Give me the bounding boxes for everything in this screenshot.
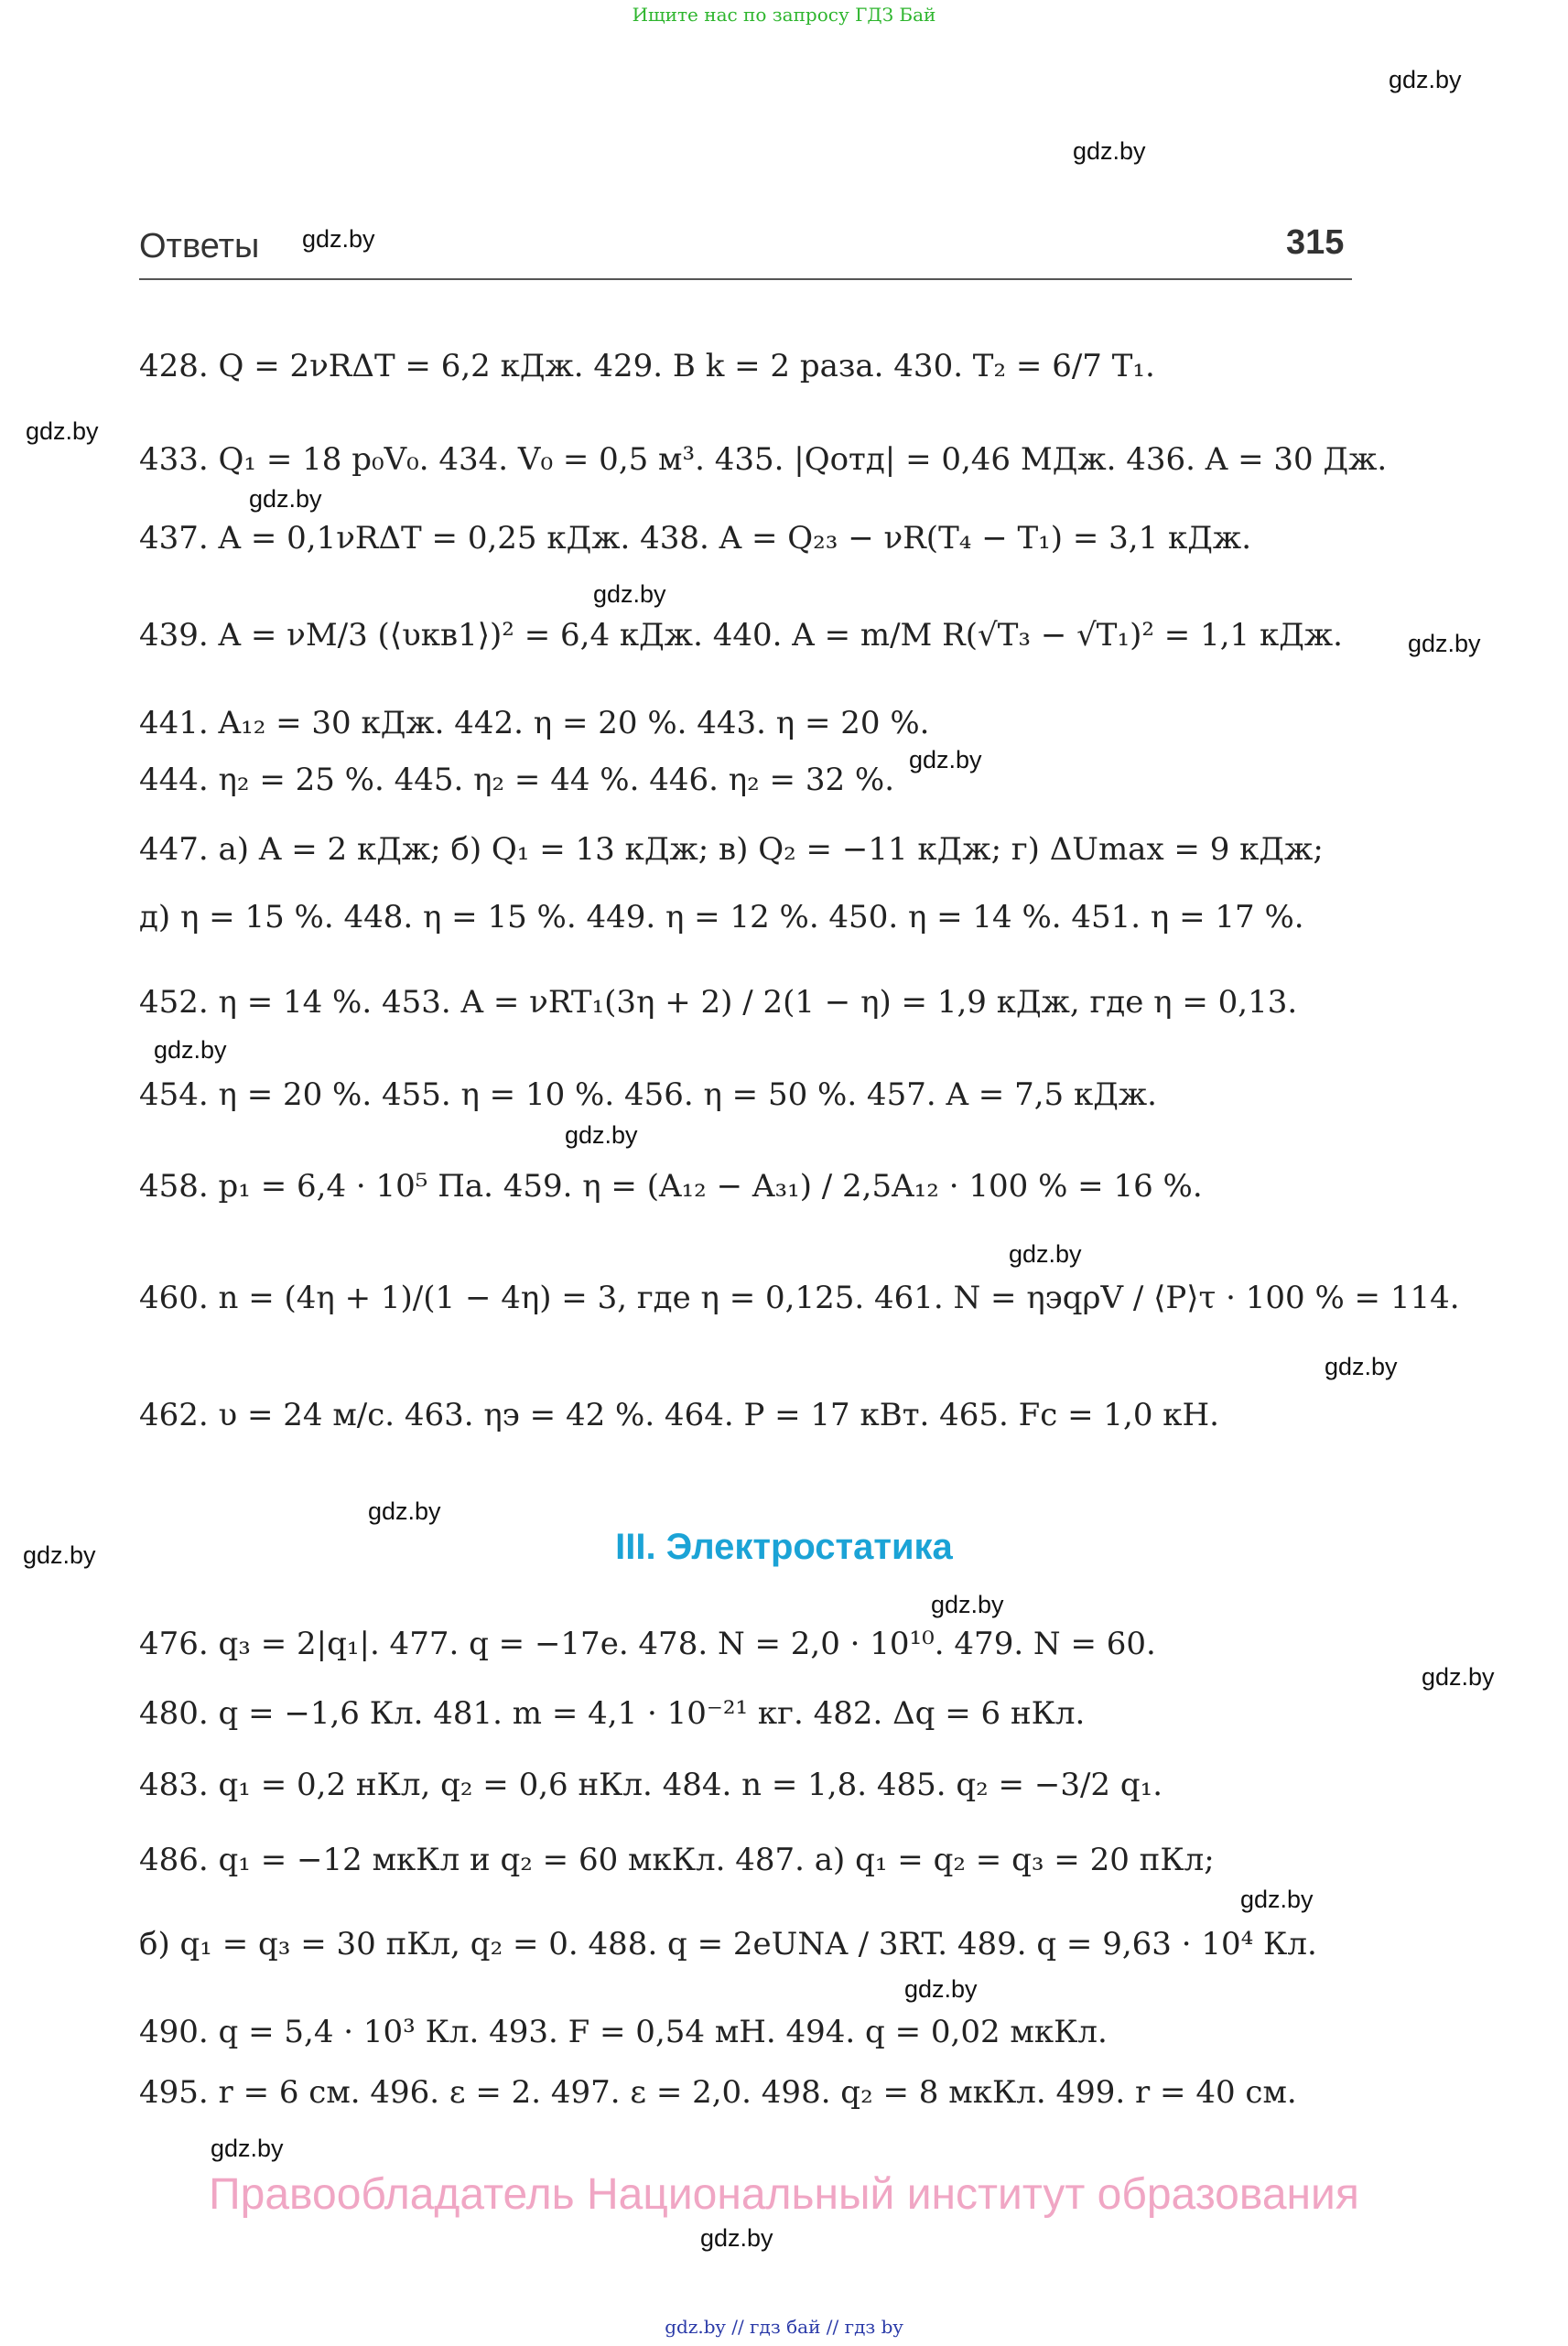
page-number: 315 <box>1286 223 1345 262</box>
answer-line: 483. q₁ = 0,2 нКл, q₂ = 0,6 нКл. 484. n = 1,8. 485. q₂ = −3/2 q₁. <box>139 1767 1163 1803</box>
answer-line: 458. p₁ = 6,4 · 10⁵ Па. 459. η = (A₁₂ − A₃₁) / 2,5A₁₂ · 100 % = 16 %. <box>139 1168 1203 1205</box>
answer-line: 444. η₂ = 25 %. 445. η₂ = 44 %. 446. η₂ = 32 %. <box>139 762 895 798</box>
watermark: gdz.by <box>931 1591 1004 1618</box>
rights-holder: Правообладатель Национальный институт образования <box>209 2170 1359 2219</box>
header-title: Ответы <box>139 227 260 265</box>
watermark: gdz.by <box>302 225 375 253</box>
watermark: gdz.by <box>1408 630 1481 657</box>
watermark: gdz.by <box>1325 1353 1398 1380</box>
watermark: gdz.by <box>593 580 666 608</box>
watermark: gdz.by <box>23 1541 96 1569</box>
answer-line: 437. A = 0,1νRΔT = 0,25 кДж. 438. A = Q₂₃ − νR(T₄ − T₁) = 3,1 кДж. <box>139 520 1252 557</box>
answer-line: д) η = 15 %. 448. η = 15 %. 449. η = 12 %. 450. η = 14 %. 451. η = 17 %. <box>139 899 1304 935</box>
answer-line: 490. q = 5,4 · 10³ Кл. 493. F = 0,54 мН. 494. q = 0,02 мкКл. <box>139 2014 1108 2050</box>
answer-line: 480. q = −1,6 Кл. 481. m = 4,1 · 10⁻²¹ кг. 482. Δq = 6 нКл. <box>139 1695 1086 1732</box>
watermark: gdz.by <box>1009 1240 1082 1268</box>
watermark: gdz.by <box>1422 1663 1495 1691</box>
answer-line: 452. η = 14 %. 453. A = νRT₁(3η + 2) / 2(1 − η) = 1,9 кДж, где η = 0,13. <box>139 984 1298 1021</box>
watermark: gdz.by <box>700 2224 773 2252</box>
watermark: gdz.by <box>1240 1886 1314 1913</box>
top-banner: Ищите нас по запросу ГДЗ Бай <box>632 4 936 26</box>
answer-line: 476. q₃ = 2|q₁|. 477. q = −17e. 478. N = 2,0 · 10¹⁰. 479. N = 60. <box>139 1626 1156 1662</box>
watermark: gdz.by <box>249 485 322 513</box>
section-title: III. Электростатика <box>615 1527 953 1567</box>
watermark: gdz.by <box>368 1497 441 1525</box>
footer-links[interactable]: gdz.by // гдз бай // гдз by <box>665 2316 903 2338</box>
watermark: gdz.by <box>909 746 982 773</box>
watermark: gdz.by <box>211 2135 284 2162</box>
answer-line: 428. Q = 2νRΔT = 6,2 кДж. 429. В k = 2 раза. 430. T₂ = 6/7 T₁. <box>139 348 1155 384</box>
watermark: gdz.by <box>1073 137 1146 165</box>
answer-line: 441. A₁₂ = 30 кДж. 442. η = 20 %. 443. η = 20 %. <box>139 705 930 741</box>
watermark: gdz.by <box>565 1121 638 1149</box>
answer-line: 439. A = νM/3 (⟨υкв1⟩)² = 6,4 кДж. 440. A = m/M R(√T₃ − √T₁)² = 1,1 кДж. <box>139 617 1343 654</box>
answer-line: 495. r = 6 см. 496. ε = 2. 497. ε = 2,0. 498. q₂ = 8 мкКл. 499. r = 40 см. <box>139 2074 1297 2111</box>
answer-line: 486. q₁ = −12 мкКл и q₂ = 60 мкКл. 487. а) q₁ = q₂ = q₃ = 20 пКл; <box>139 1842 1215 1878</box>
answer-line: 460. n = (4η + 1)/(1 − 4η) = 3, где η = 0,125. 461. N = ηэqρV / ⟨P⟩τ · 100 % = 114. <box>139 1280 1460 1316</box>
answer-line: 447. а) A = 2 кДж; б) Q₁ = 13 кДж; в) Q₂ = −11 кДж; г) ΔUmax = 9 кДж; <box>139 831 1324 868</box>
header-rule <box>139 278 1352 280</box>
watermark: gdz.by <box>26 417 99 445</box>
answer-line: б) q₁ = q₃ = 30 пКл, q₂ = 0. 488. q = 2eUNА / 3RT. 489. q = 9,63 · 10⁴ Кл. <box>139 1926 1317 1962</box>
watermark: gdz.by <box>904 1975 978 2003</box>
answer-line: 454. η = 20 %. 455. η = 10 %. 456. η = 50 %. 457. A = 7,5 кДж. <box>139 1076 1157 1113</box>
answer-line: 462. υ = 24 м/с. 463. ηэ = 42 %. 464. P = 17 кВт. 465. Fс = 1,0 кН. <box>139 1397 1219 1433</box>
watermark: gdz.by <box>1389 66 1462 93</box>
answer-line: 433. Q₁ = 18 p₀V₀. 434. V₀ = 0,5 м³. 435. |Qотд| = 0,46 МДж. 436. A = 30 Дж. <box>139 441 1388 478</box>
watermark: gdz.by <box>154 1036 227 1064</box>
